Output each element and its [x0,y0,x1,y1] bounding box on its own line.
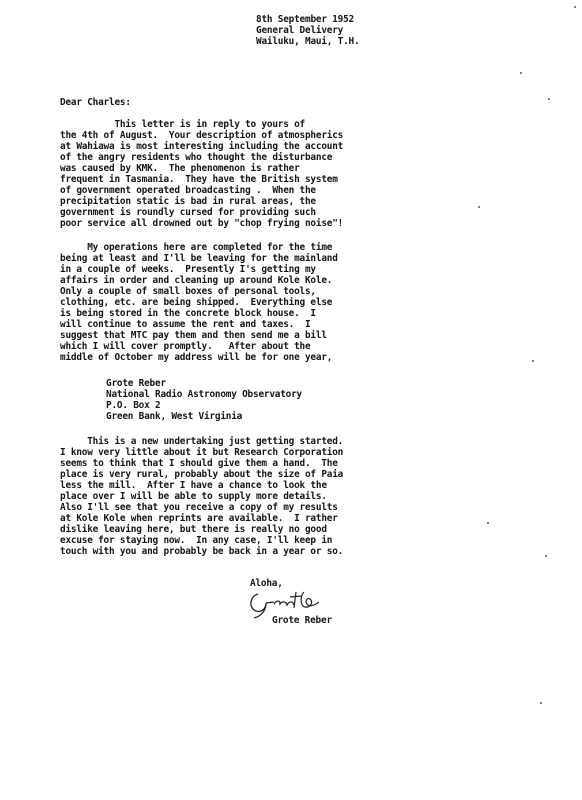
text-line: seems to think that I should give them a hand. The [60,458,338,469]
text-line: is being stored in the concrete block house. I [60,308,316,319]
text-line: the 4th of August. Your description of atmospherics [60,130,344,141]
address-line: Wailuku, Maui, T.H. [256,36,360,47]
address-line: P.O. Box 2 [106,400,161,411]
scan-speck [545,555,547,557]
scan-speck [540,702,542,704]
text-line: Only a couple of small boxes of personal tools, [60,286,316,297]
text-line: place is very rural, probably about the size of Paia [60,469,344,480]
text-line: dislike leaving here, but there is really no good [60,524,327,535]
scan-speck [548,98,550,100]
scan-speck [478,206,480,208]
text-line: touch with you and probably be back in a year or so. [60,546,344,557]
address-line: Green Bank, West Virginia [106,411,243,422]
text-line: at Kole Kole when reprints are available. I rather [60,513,338,524]
text-line: I know very little about it but Research Corporation [60,447,344,458]
text-line: of the angry residents who thought the disturbance [60,152,333,163]
text-line: will continue to assume the rent and taxes. I [60,319,311,330]
signature-name: Grote Reber [272,615,332,626]
text-line: excuse for staying now. In any case, I'll keep in [60,535,333,546]
text-line: This is a new undertaking just getting started. [60,436,344,447]
text-line: clothing, etc. are being shipped. Everything else [60,297,333,308]
scan-speck [532,360,534,362]
scan-speck [487,522,489,524]
text-line: My operations here are completed for the time [60,242,333,253]
salutation: Dear Charles: [60,97,131,108]
closing: Aloha, [250,578,283,589]
text-line: which I will cover promptly. After about the [60,341,311,352]
text-line: suggest that MTC pay them and then send me a bill [60,330,327,341]
text-line: affairs in order and cleaning up around Kole Kole. [60,275,333,286]
text-line: Also I'll see that you receive a copy of my results [60,502,338,513]
text-line: poor service all drowned out by "chop frying noise"! [60,218,344,229]
text-line: of government operated broadcasting . When the [60,185,316,196]
text-line: precipitation static is bad in rural areas, the [60,196,316,207]
text-line: at Wahiawa is most interesting including the account [60,141,344,152]
text-line: being at least and I'll be leaving for the mainland [60,253,338,264]
text-line: less the mill. After I have a chance to look the [60,480,327,491]
scan-speck [574,6,576,8]
address-line: National Radio Astronomy Observatory [106,389,302,400]
text-line: government is roundly cursed for providing such [60,207,316,218]
text-line: in a couple of weeks. Presently I's getting my [60,264,316,275]
text-line: middle of October my address will be for one year, [60,352,333,363]
date-line: 8th September 1952 [256,14,354,25]
text-line: This letter is in reply to yours of [60,119,305,130]
text-line: was caused by KMK. The phenomenon is rather [60,163,300,174]
text-line: place over I will be able to supply more details. [60,491,327,502]
address-line: General Delivery [256,25,344,36]
address-line: Grote Reber [106,378,166,389]
text-line: frequent in Tasmania. They have the British system [60,174,338,185]
scan-speck [520,72,522,74]
